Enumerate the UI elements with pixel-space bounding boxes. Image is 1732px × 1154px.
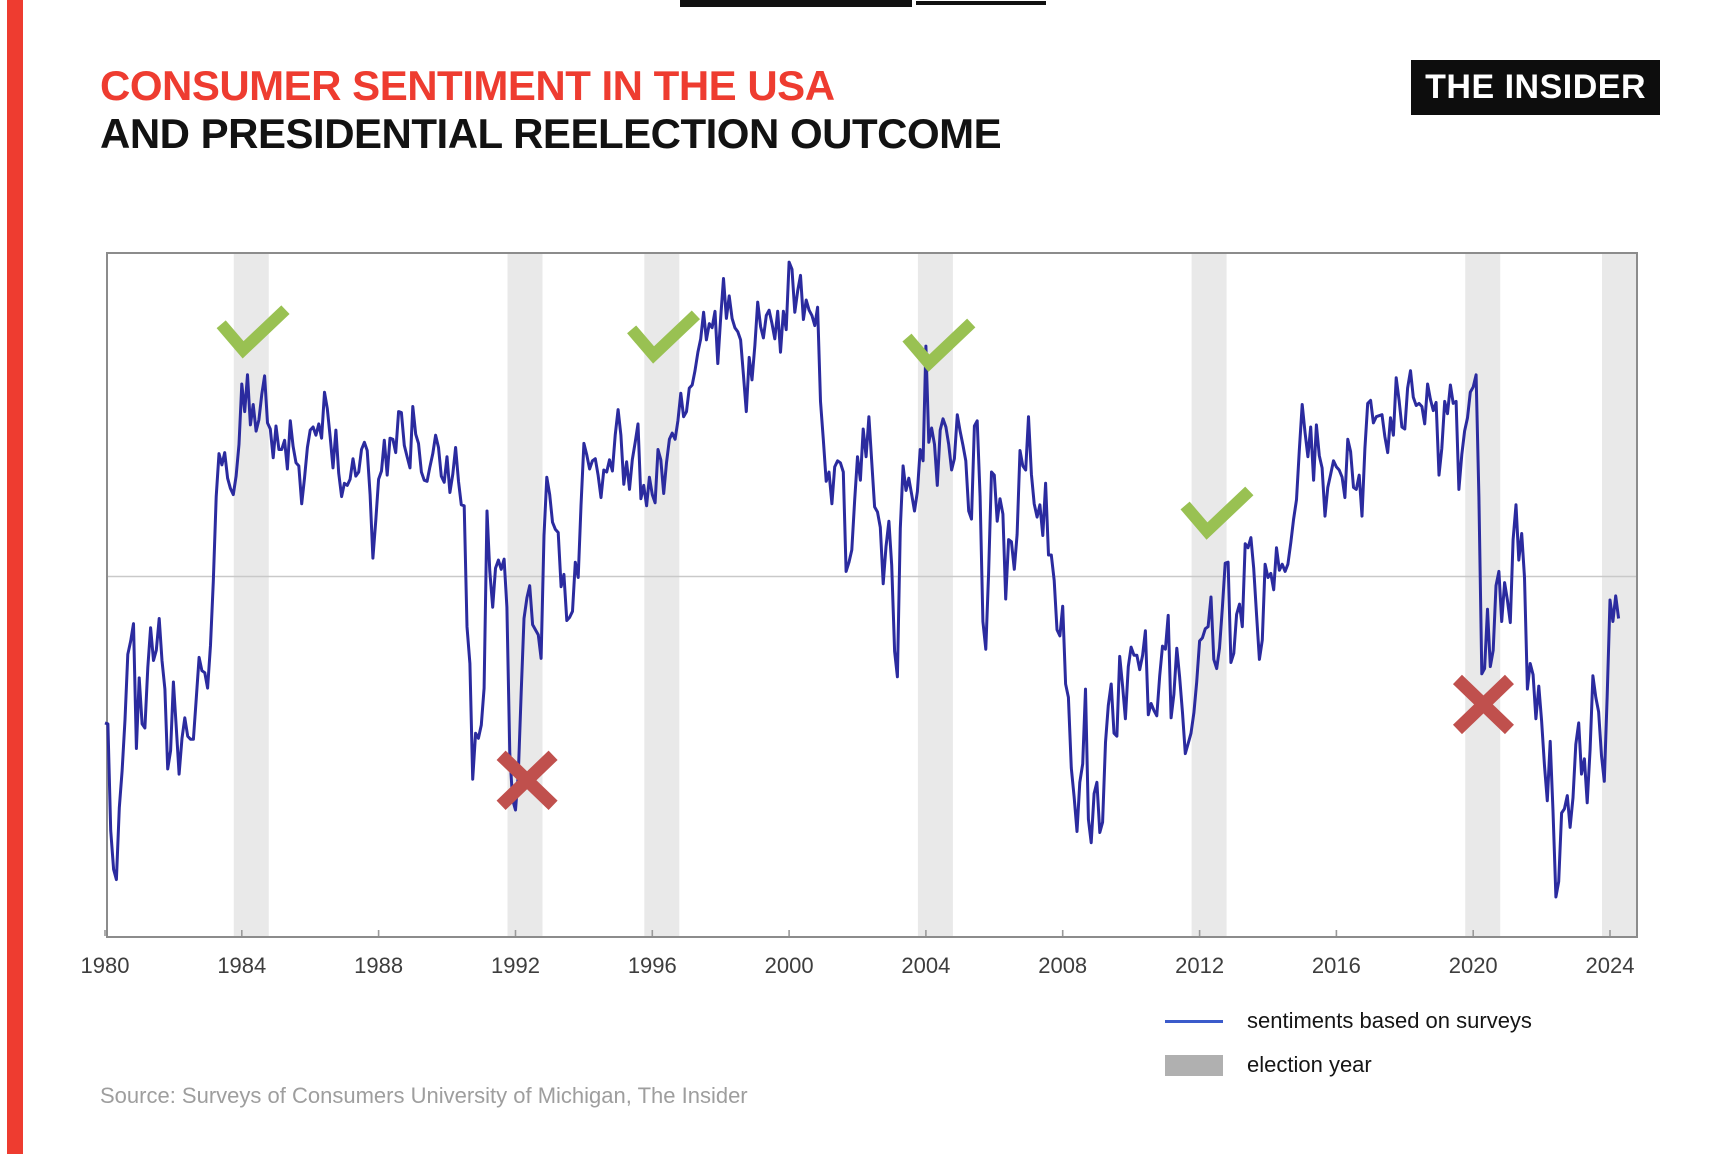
legend-band-swatch [1165,1055,1223,1076]
plot-frame [107,253,1637,937]
x-tick-label-2004: 2004 [901,953,951,978]
legend-row-band [1165,1050,1532,1080]
page-title-line1: CONSUMER SENTIMENT IN THE USA [100,62,835,109]
legend-line-label: sentiments based on surveys [1247,1008,1532,1033]
election-year-band-2012 [1192,254,1227,937]
legend-line-swatch [1165,1020,1223,1023]
x-tick-label-2008: 2008 [1038,953,1088,978]
publisher-logo: THE INSIDER [1411,60,1660,115]
x-tick-label-2000: 2000 [764,953,814,978]
x-tick-label-2020: 2020 [1448,953,1498,978]
election-year-band-2024 [1602,254,1637,937]
sentiment-line [105,262,1619,897]
x-tick-label-1992: 1992 [491,953,540,978]
x-tick-label-2012: 2012 [1175,953,1225,978]
legend-band-label: election year [1247,1052,1372,1077]
x-tick-label-2016: 2016 [1311,953,1361,978]
source-credit: Source: Surveys of Consumers University of Michigan, The Insider [100,1083,748,1108]
x-tick-label-2024: 2024 [1585,953,1635,978]
x-tick-label-1996: 1996 [627,953,677,978]
legend-row-line [1165,1006,1532,1036]
election-year-band-1992 [508,254,543,937]
election-year-band-1984 [234,254,269,937]
page-title-line2: AND PRESIDENTIAL REELECTION OUTCOME [100,110,1002,157]
x-tick-label-1988: 1988 [354,953,404,978]
x-tick-label-1984: 1984 [217,953,267,978]
chart-legend [1165,1006,1532,1094]
x-tick-label-1980: 1980 [80,953,130,978]
